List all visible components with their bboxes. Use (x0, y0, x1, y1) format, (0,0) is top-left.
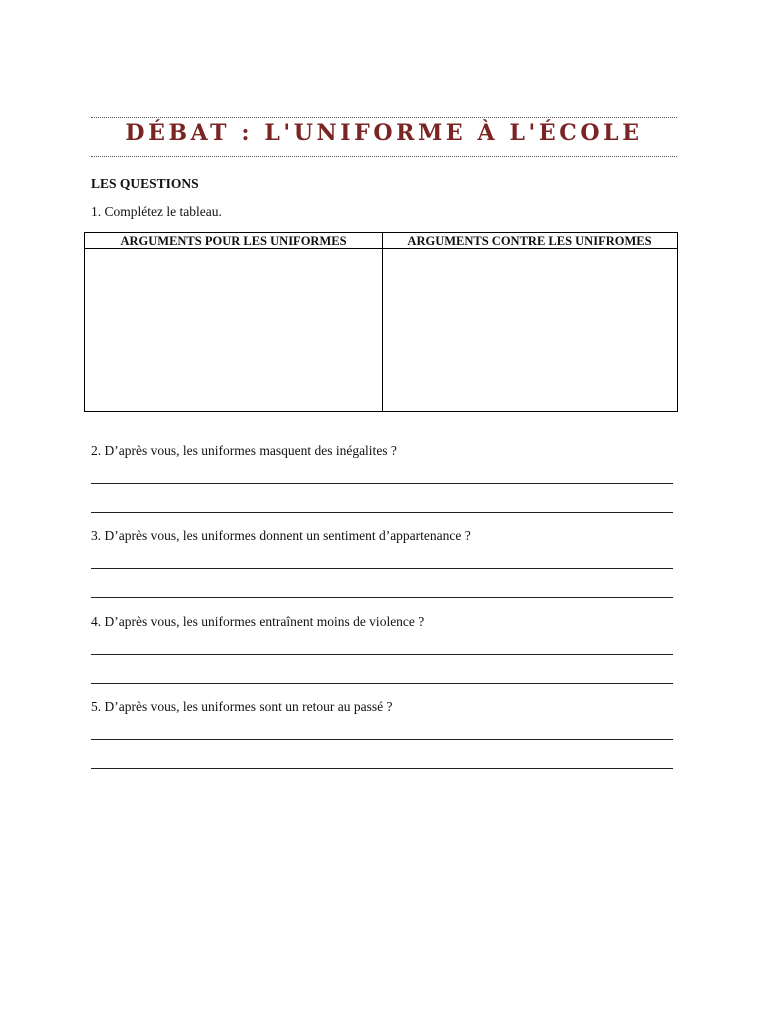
table-cell-pour[interactable] (85, 249, 382, 411)
question-3: 3. D’après vous, les uniformes donnent un sentiment d’appartenance ? (91, 528, 471, 543)
question-2: 2. D’après vous, les uniformes masquent des inégalites ? (91, 443, 397, 458)
answer-line[interactable] (91, 739, 673, 740)
table-header-pour: ARGUMENTS POUR LES UNIFORMES (85, 233, 382, 249)
answer-line[interactable] (91, 654, 673, 655)
table-header-contre: ARGUMENTS CONTRE LES UNIFROMES (382, 233, 677, 249)
section-heading: LES QUESTIONS (91, 176, 199, 191)
answer-line[interactable] (91, 512, 673, 513)
answer-line[interactable] (91, 683, 673, 684)
answer-line[interactable] (91, 483, 673, 484)
title-bottom-rule (91, 156, 677, 157)
answer-line[interactable] (91, 568, 673, 569)
question-4: 4. D’après vous, les uniformes entraînent moins de violence ? (91, 614, 425, 629)
question-5: 5. D’après vous, les uniformes sont un retour au passé ? (91, 699, 393, 714)
table-cell-contre[interactable] (382, 249, 677, 411)
page-title: DÉBAT : L'UNIFORME À L'ÉCOLE (125, 120, 643, 146)
question-1: 1. Complétez le tableau. (91, 204, 222, 219)
arguments-table (84, 232, 678, 412)
answer-line[interactable] (91, 768, 673, 769)
answer-line[interactable] (91, 597, 673, 598)
